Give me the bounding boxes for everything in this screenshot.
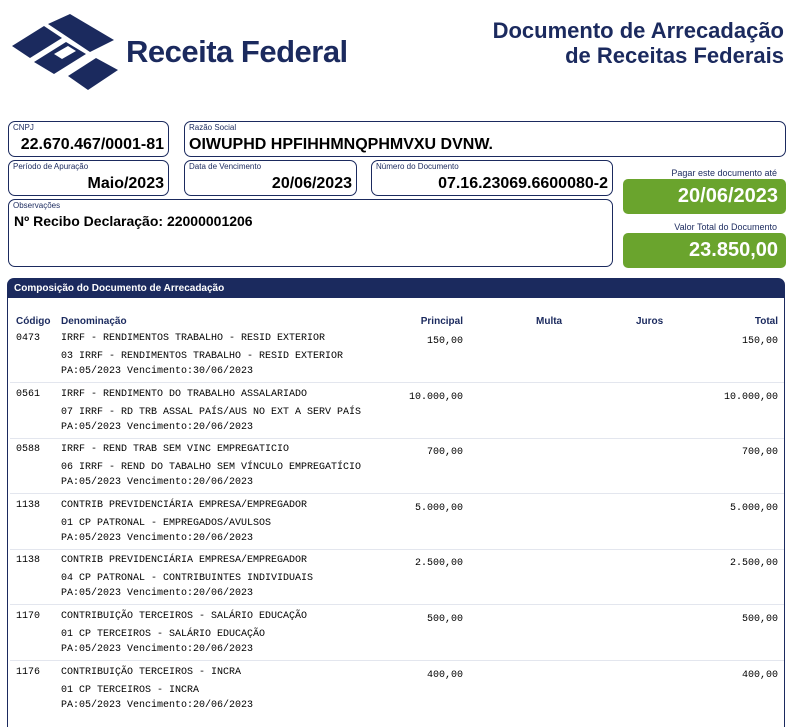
numero-documento-label: Número do Documento [376, 162, 459, 171]
observacoes-label: Observações [13, 201, 61, 210]
row-codigo: 1170 [16, 611, 41, 622]
row-denominacao-line2: 01 CP TERCEIROS - INCRA [61, 685, 200, 696]
table-row [0, 333, 794, 388]
row-separator [10, 382, 784, 383]
row-codigo: 0473 [16, 333, 41, 344]
col-juros: Juros [636, 316, 664, 327]
razao-social-box [184, 121, 786, 157]
table-row [0, 500, 794, 555]
row-periodo-vencimento: PA:05/2023 Vencimento:20/06/2023 [61, 422, 254, 433]
row-total: 10.000,00 [723, 392, 778, 403]
row-separator [10, 549, 784, 550]
composicao-header: Composição do Documento de Arrecadação [7, 278, 785, 298]
row-periodo-vencimento: PA:05/2023 Vencimento:20/06/2023 [61, 644, 254, 655]
col-total: Total [754, 316, 778, 327]
row-codigo: 0561 [16, 389, 41, 400]
vencimento-box [184, 160, 357, 196]
observacoes-value: Nº Recibo Declaração: 22000001206 [14, 213, 253, 229]
row-separator [10, 493, 784, 494]
row-principal: 400,00 [426, 670, 463, 681]
row-total: 500,00 [741, 614, 778, 625]
row-principal: 700,00 [426, 447, 463, 458]
row-total: 2.500,00 [729, 558, 778, 569]
row-separator [10, 438, 784, 439]
receita-federal-logo [10, 14, 122, 90]
title-line-2: de Receitas Federais [565, 43, 784, 68]
valor-total-value: 23.850,00 [623, 233, 786, 268]
periodo-value: Maio/2023 [87, 175, 164, 192]
table-row [0, 389, 794, 444]
row-denominacao-line2: 01 CP TERCEIROS - SALÁRIO EDUCAÇÃO [61, 629, 266, 640]
valor-total-label: Valor Total do Documento [674, 222, 777, 232]
razao-social-value: OIWUPHD HPFIHHMNQPHMVXU DVNW. [189, 136, 493, 153]
row-periodo-vencimento: PA:05/2023 Vencimento:20/06/2023 [61, 588, 254, 599]
row-denominacao-line1: IRRF - RENDIMENTOS TRABALHO - RESID EXTERIOR [61, 333, 326, 344]
cnpj-value: 22.670.467/0001-81 [20, 136, 164, 153]
col-principal: Principal [420, 316, 463, 327]
row-denominacao-line2: 04 CP PATRONAL - CONTRIBUINTES INDIVIDUAIS [61, 573, 314, 584]
row-periodo-vencimento: PA:05/2023 Vencimento:30/06/2023 [61, 366, 254, 377]
table-row [0, 444, 794, 499]
document-title [493, 18, 784, 68]
row-denominacao-line2: 06 IRRF - REND DO TABALHO SEM VÍNCULO EMPREGATÍCIO [61, 462, 362, 473]
pagar-ate-value: 20/06/2023 [623, 179, 786, 214]
col-multa: Multa [536, 316, 563, 327]
vencimento-label: Data de Vencimento [189, 162, 262, 171]
table-row [0, 555, 794, 610]
row-principal: 5.000,00 [414, 503, 463, 514]
row-principal: 2.500,00 [414, 558, 463, 569]
row-total: 700,00 [741, 447, 778, 458]
numero-documento-box [371, 160, 613, 196]
row-periodo-vencimento: PA:05/2023 Vencimento:20/06/2023 [61, 533, 254, 544]
row-total: 150,00 [741, 336, 778, 347]
row-separator [10, 604, 784, 605]
row-principal: 500,00 [426, 614, 463, 625]
col-codigo: Código [16, 316, 51, 327]
table-row [0, 667, 794, 722]
row-denominacao-line1: CONTRIB PREVIDENCIÁRIA EMPRESA/EMPREGADOR [61, 500, 308, 511]
cnpj-box [8, 121, 169, 157]
row-denominacao-line1: CONTRIBUIÇÃO TERCEIROS - SALÁRIO EDUCAÇÃO [61, 611, 308, 622]
row-denominacao-line2: 07 IRRF - RD TRB ASSAL PAÍS/AUS NO EXT A SERV PAÍS [61, 407, 362, 418]
row-principal: 150,00 [426, 336, 463, 347]
periodo-box [8, 160, 169, 196]
row-periodo-vencimento: PA:05/2023 Vencimento:20/06/2023 [61, 700, 254, 711]
row-periodo-vencimento: PA:05/2023 Vencimento:20/06/2023 [61, 477, 254, 488]
brand-name: Receita Federal [126, 34, 348, 69]
periodo-label: Período de Apuração [13, 162, 89, 171]
numero-documento-value: 07.16.23069.6600080-2 [438, 175, 608, 192]
row-denominacao-line1: IRRF - REND TRAB SEM VINC EMPREGATICIO [61, 444, 290, 455]
row-principal: 10.000,00 [408, 392, 463, 403]
cnpj-label: CNPJ [13, 123, 34, 132]
observacoes-box [8, 199, 613, 267]
row-total: 5.000,00 [729, 503, 778, 514]
pagar-ate-label: Pagar este documento até [671, 168, 777, 178]
row-total: 400,00 [741, 670, 778, 681]
row-codigo: 1138 [16, 500, 41, 511]
title-line-1: Documento de Arrecadação [492, 18, 784, 43]
row-codigo: 0588 [16, 444, 41, 455]
vencimento-value: 20/06/2023 [271, 175, 352, 192]
row-denominacao-line2: 01 CP PATRONAL - EMPREGADOS/AVULSOS [61, 518, 272, 529]
row-denominacao-line2: 03 IRRF - RENDIMENTOS TRABALHO - RESID EXTERIOR [61, 351, 344, 362]
row-separator [10, 660, 784, 661]
receita-logo-icon [10, 14, 122, 90]
row-denominacao-line1: CONTRIB PREVIDENCIÁRIA EMPRESA/EMPREGADOR [61, 555, 308, 566]
razao-social-label: Razão Social [189, 123, 237, 132]
table-row [0, 611, 794, 666]
row-denominacao-line1: CONTRIBUIÇÃO TERCEIROS - INCRA [61, 667, 242, 678]
row-codigo: 1138 [16, 555, 41, 566]
col-denominacao: Denominação [61, 316, 127, 327]
row-denominacao-line1: IRRF - RENDIMENTO DO TRABALHO ASSALARIADO [61, 389, 308, 400]
row-codigo: 1176 [16, 667, 41, 678]
